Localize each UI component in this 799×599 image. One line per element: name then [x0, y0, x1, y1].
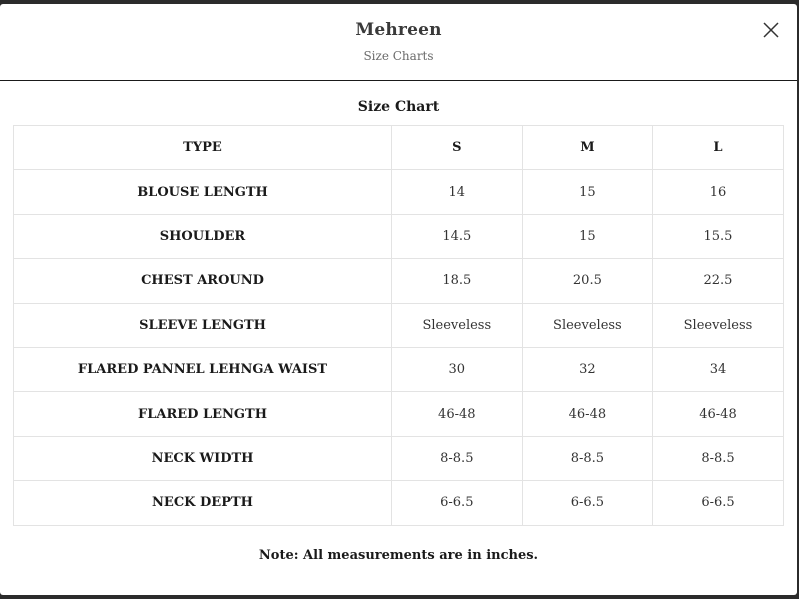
close-button[interactable] [763, 22, 779, 38]
modal-subtitle: Size Charts [363, 49, 434, 63]
cell-s: 30 [392, 347, 523, 391]
cell-s: 14.5 [392, 214, 523, 258]
cell-l: 6-6.5 [653, 481, 784, 525]
table-row [14, 303, 784, 347]
row-label: NECK DEPTH [14, 481, 392, 525]
cell-m: 6-6.5 [522, 481, 653, 525]
row-label: CHEST AROUND [14, 259, 392, 303]
cell-l: 15.5 [653, 214, 784, 258]
cell-m: 8-8.5 [522, 436, 653, 480]
table-header-row [14, 126, 784, 170]
cell-s: Sleeveless [392, 303, 523, 347]
cell-m: 15 [522, 170, 653, 214]
row-label: BLOUSE LENGTH [14, 170, 392, 214]
table-row [14, 259, 784, 303]
chart-title: Size Chart [357, 99, 440, 115]
row-label: SLEEVE LENGTH [14, 303, 392, 347]
close-icon [763, 22, 779, 38]
column-header-m: M [522, 126, 653, 170]
table-row [14, 392, 784, 436]
cell-l: 22.5 [653, 259, 784, 303]
product-title: Mehreen [355, 20, 442, 40]
cell-s: 8-8.5 [392, 436, 523, 480]
column-header-s: S [392, 126, 523, 170]
column-header-l: L [653, 126, 784, 170]
cell-m: 32 [522, 347, 653, 391]
cell-s: 14 [392, 170, 523, 214]
table-row [14, 347, 784, 391]
cell-m: Sleeveless [522, 303, 653, 347]
modal-header [0, 4, 797, 81]
cell-s: 46-48 [392, 392, 523, 436]
row-label: NECK WIDTH [14, 436, 392, 480]
size-table [13, 125, 784, 526]
table-row [14, 481, 784, 525]
cell-m: 46-48 [522, 392, 653, 436]
column-header-type: TYPE [14, 126, 392, 170]
table-row [14, 170, 784, 214]
cell-l: Sleeveless [653, 303, 784, 347]
cell-l: 46-48 [653, 392, 784, 436]
cell-l: 34 [653, 347, 784, 391]
row-label: SHOULDER [14, 214, 392, 258]
size-chart-modal [0, 4, 797, 595]
cell-l: 8-8.5 [653, 436, 784, 480]
table-row [14, 436, 784, 480]
row-label: FLARED LENGTH [14, 392, 392, 436]
row-label: FLARED PANNEL LEHNGA WAIST [14, 347, 392, 391]
cell-l: 16 [653, 170, 784, 214]
cell-s: 18.5 [392, 259, 523, 303]
cell-m: 20.5 [522, 259, 653, 303]
table-row [14, 214, 784, 258]
measurement-note: Note: All measurements are in inches. [258, 548, 539, 563]
cell-s: 6-6.5 [392, 481, 523, 525]
cell-m: 15 [522, 214, 653, 258]
